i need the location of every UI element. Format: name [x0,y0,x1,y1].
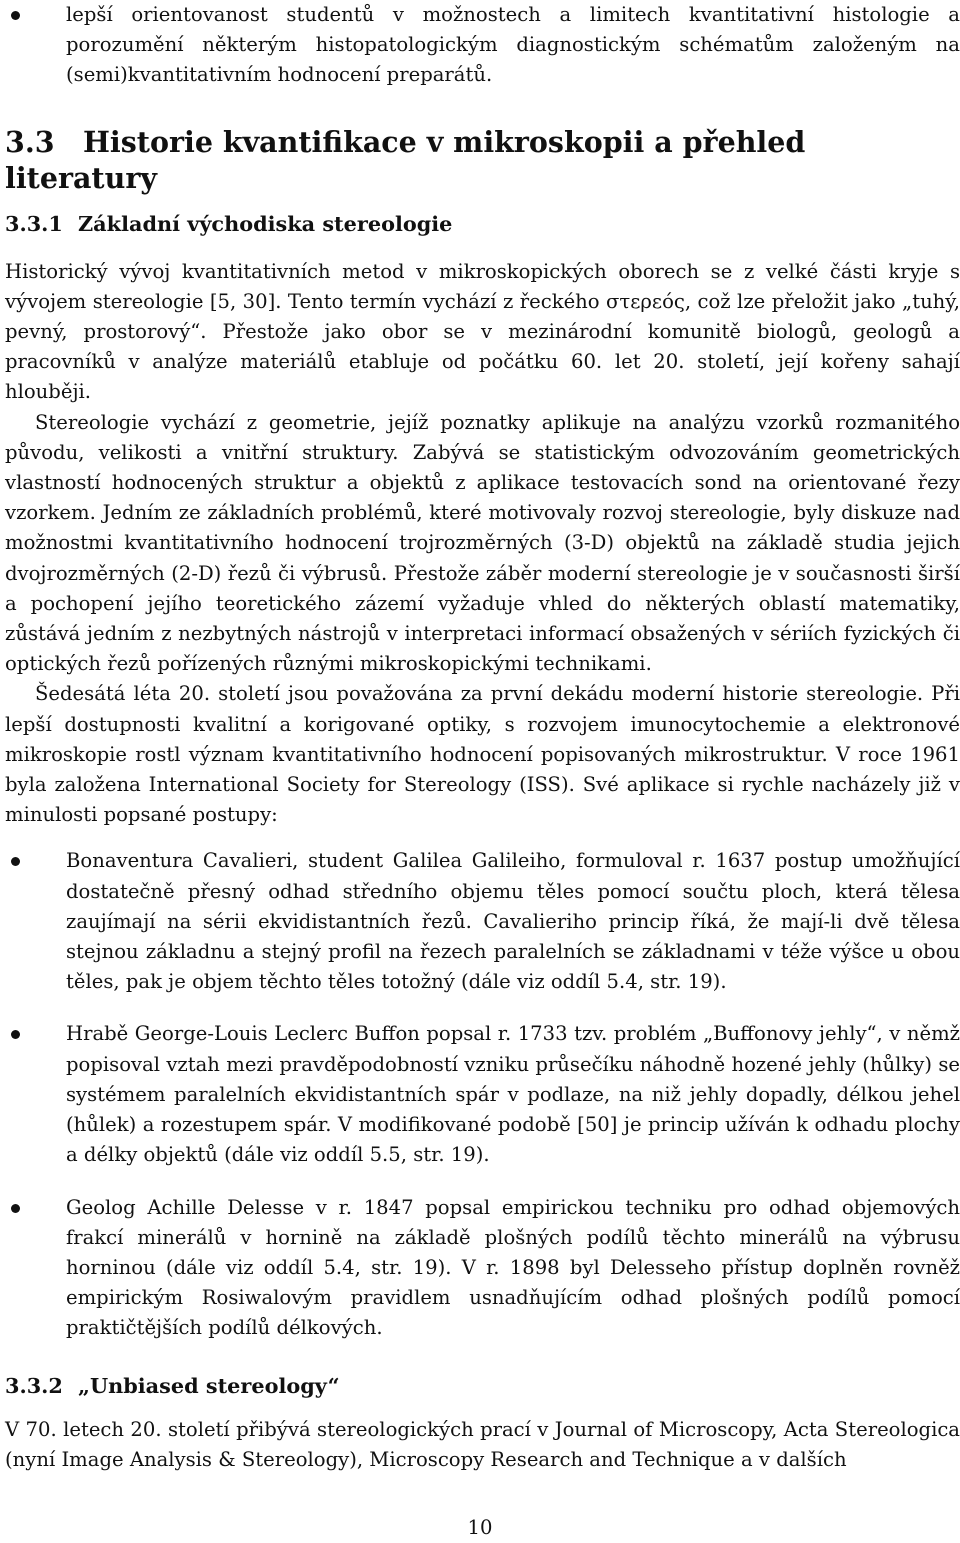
bullet-icon [11,857,20,866]
paragraph: Historický vývoj kvantitativních metod v mikroskopických oborech se z velké části kryje s vývojem stereologie [5, 30]. Tento termín vychází z řeckého στερεός, což lze přeložit jako „tuhý, pevný, prostorový“. Přestože jako obor se v mezinárodní komunitě biologů, geologů a pracovníků v analýze materiálů etabluje od počátku 60. let 20. století, její kořeny sahají hlouběji. [5,259,960,404]
list-item-text: Bonaventura Cavalieri, student Galilea Galileiho, formuloval r. 1637 postup umožňující dostatečně přesný odhad středního objemu těles pomocí součtu ploch, která tělesa zaujímají na sérii ekvidistantních řezů. Cavalieriho princip říká, že mají-li dvě tělesa stejnou základnu a stejný profil na řezech paralelních se základnami v téže výšce u obou těles, pak je objem těchto těles totožný (dále viz oddíl 5.4, str. 19). [66,849,960,994]
list-item-text: Geolog Achille Delesse v r. 1847 popsal empirickou techniku pro odhad objemových frakcí minerálů v hornině na základě plošných podílů těchto minerálů na výbrusu horninou (dále viz oddíl 5.4, str. 19). V r. 1898 byl Delesseho přístup doplněn rovněž empirickým Rosiwalovým pravidlem usnadňujícím odhad plošných podílů pomocí praktičtějších podílů délkových. [66,1195,960,1340]
list-item [5,1019,960,1170]
list-item [5,1193,960,1344]
paragraph: V 70. letech 20. století přibývá stereologických prací v Journal of Microscopy, Acta Stereologica (nyní Image Analysis & Stereology), Microscopy Research and Technique a v dalších [5,1417,960,1471]
section-number: 3.3 [5,124,55,159]
subsection-heading [5,1371,960,1401]
list-item [5,0,960,91]
list-item-text: lepší orientovanost studentů v možnostech a limitech kvantitativní histologie a porozumění některým histopatologickým diagnostickým schématům založeným na (semi)kvantitativním hodnocení preparátů. [66,3,960,87]
section-title: Historie kvantifikace v mikroskopii a přehled literatury [5,124,806,195]
bullet-icon [11,11,20,20]
intro-bullet-list [5,0,960,91]
list-item [5,846,960,997]
paragraph: Stereologie vychází z geometrie, jejíž poznatky aplikuje na analýzu vzorků rozmanitého původu, velikosti a vnitřní struktury. Zabývá se statistickým odvozováním geometrických vlastností hodnocených struktur a objektů z aplikace testovacích sond na orientované řezy vzorkem. Jedním ze základních problémů, které motivovaly rozvoj stereologie, byly diskuze nad možnostmi kvantitativního hodnocení trojrozměrných (3-D) objektů na základě studia jejich dvojrozměrných (2-D) řezů či výbrusů. Přestože záběr moderní stereologie je v současnosti širší a pochopení jejího teoretického zázemí vyžaduje vhled do některých oblastí matematiky, zůstává jedním z nezbytných nástrojů v interpretaci informací obsažených v sériích fyzických či optických řezů pořízených různými mikroskopickými technikami. [5,410,960,676]
bullet-icon [11,1204,20,1213]
document-page [5,0,960,1475]
subsection-number: 3.3.2 [5,1372,63,1398]
subsection-title: „Unbiased stereology“ [78,1372,340,1398]
list-item-text: Hrabě George-Louis Leclerc Buffon popsal r. 1733 tzv. problém „Buffonovy jehly“, v němž popisoval vztah mezi pravděpodobností vzniku průsečíku náhodně hozené jehly (hůlky) se systémem paralelních ekvidistantních spár v podlaze, na niž jehly dopadly, délkou jehel (hůlek) a rozestupem spár. V modifikované podobě [50] je princip užíván k odhadu plochy a délky objektů (dále viz oddíl 5.5, str. 19). [66,1022,960,1167]
bullet-icon [11,1030,20,1039]
history-bullet-list [5,846,960,1343]
page-number: 10 [467,1516,493,1539]
subsection-heading [5,209,960,239]
section-heading [5,124,960,196]
subsection-title: Základní východiska stereologie [78,210,453,236]
subsection-number: 3.3.1 [5,210,63,236]
paragraph: Šedesátá léta 20. století jsou považována za první dekádu moderní historie stereologie. Při lepší dostupnosti kvalitní a korigované optiky, s rozvojem imunocytochemie a elektronové mikroskopie rostl význam kvantitativního hodnocení popisovaných mikrostruktur. V roce 1961 byla založena International Society for Stereology (ISS). Své aplikace si rychle nacházely již v minulosti popsané postupy: [5,682,960,827]
